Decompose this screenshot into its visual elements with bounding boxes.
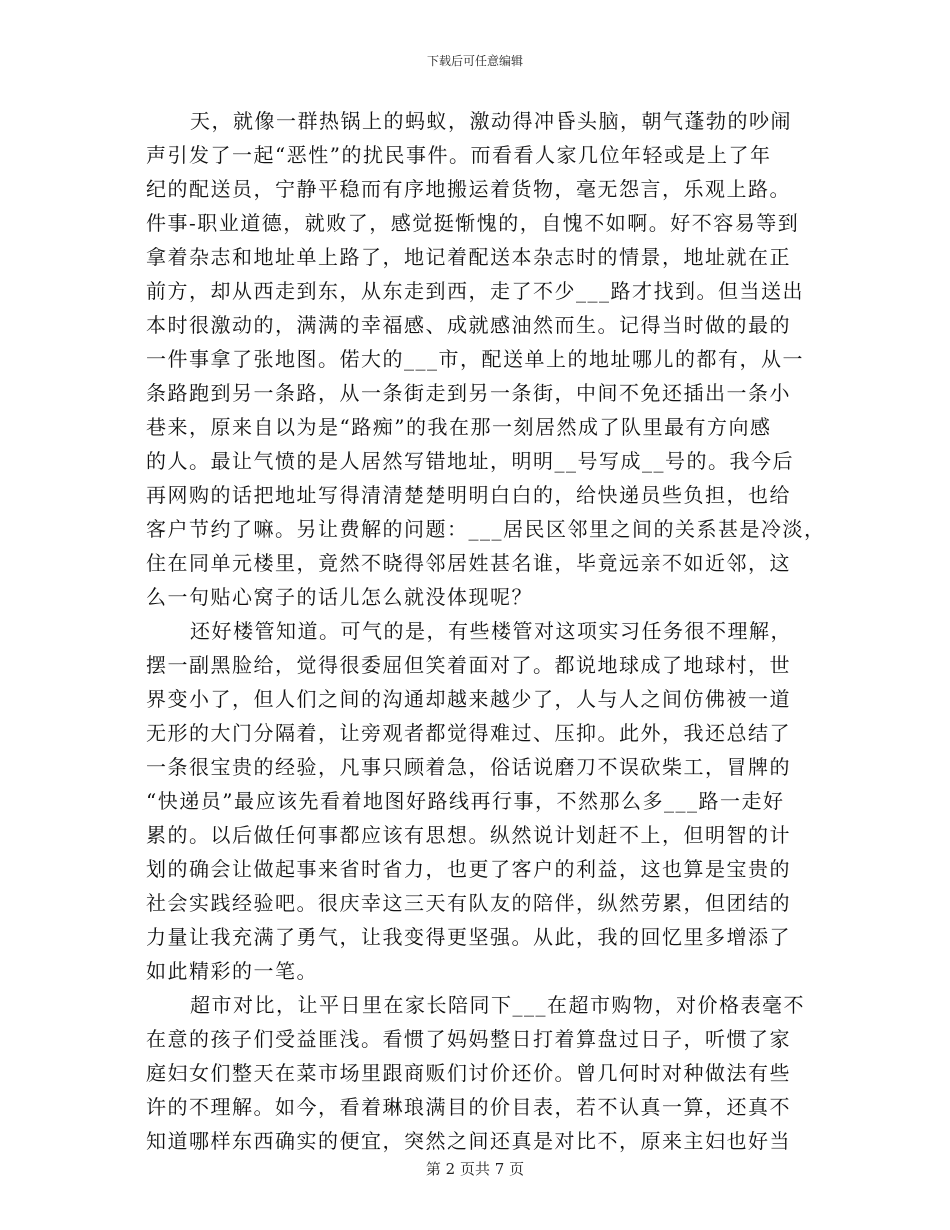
text-line: 巷来，原来自以为是“路痴”的我在那一刻居然成了队里最有方向感 bbox=[146, 415, 772, 439]
text-line: 住在同单元楼里，竟然不晓得邻居姓甚名谁，毕竟远亲不如近邻，这 bbox=[146, 551, 791, 575]
text-line: 许的不理解。如今，看着琳琅满目的价目表，若不认真一算，还真不 bbox=[146, 1095, 791, 1119]
text-line: 摆一副黑脸给，觉得很委屈但笑着面对了。都说地球成了地球村，世 bbox=[146, 653, 791, 677]
text-line: 无形的大门分隔着，让旁观者都觉得难过、压抑。此外，我还总结了 bbox=[146, 721, 791, 745]
text-line: 客户节约了嘛。另让费解的问题：___居民区邻里之间的关系甚是冷淡， bbox=[146, 517, 826, 541]
page-header: 下载后可任意编辑 bbox=[426, 54, 523, 68]
paragraph-3 bbox=[146, 988, 806, 1158]
text-line: 一条很宝贵的经验，凡事只顾着急，俗话说磨刀不误砍柴工，冒牌的 bbox=[146, 755, 791, 779]
text-line: “快递员”最应该先看着地图好路线再行事，不然那么多___路一走好 bbox=[146, 789, 785, 813]
text-line: 庭妇女们整天在菜市场里跟商贩们讨价还价。曾几何时对种做法有些 bbox=[146, 1061, 791, 1085]
text-line: 累的。以后做任何事都应该有思想。纵然说计划赶不上，但明智的计 bbox=[146, 823, 791, 847]
text-line: 拿着杂志和地址单上路了，地记着配送本杂志时的情景，地址就在正 bbox=[146, 245, 791, 269]
text-line: 声引发了一起“恶性”的扰民事件。而看看人家几位年轻或是上了年 bbox=[146, 143, 772, 167]
text-line: 力量让我充满了勇气，让我变得更坚强。从此，我的回忆里多增添了 bbox=[146, 925, 791, 949]
text-line: 天，就像一群热锅上的蚂蚁，激动得冲昏头脑，朝气蓬勃的吵闹 bbox=[190, 109, 792, 133]
paragraph-2 bbox=[146, 614, 806, 988]
text-line: 前方，却从西走到东，从东走到西，走了不少___路才找到。但当送出 bbox=[146, 279, 804, 303]
text-line: 再网购的话把地址写得清清楚楚明明白白的，给快递员些负担，也给 bbox=[146, 483, 791, 507]
text-line: 在意的孩子们受益匪浅。看惯了妈妈整日打着算盘过日子，听惯了家 bbox=[146, 1027, 791, 1051]
text-line: 还好楼管知道。可气的是，有些楼管对这项实习任务很不理解， bbox=[190, 619, 792, 643]
text-line: 件事-职业道德，就败了，感觉挺惭愧的，自愧不如啊。好不容易等到 bbox=[146, 211, 800, 235]
text-line: 么一句贴心窝子的话儿怎么就没体现呢？ bbox=[146, 585, 533, 609]
page-number-footer: 第 2 页共 7 页 bbox=[425, 1160, 525, 1178]
text-line: 如此精彩的一笔。 bbox=[146, 959, 318, 983]
text-line: 条路跑到另一条路，从一条街走到另一条街，中间不免还插出一条小 bbox=[146, 381, 791, 405]
text-line: 划的确会让做起事来省时省力，也更了客户的利益，这也算是宝贵的 bbox=[146, 857, 791, 881]
text-line: 知道哪样东西确实的便宜，突然之间还真是对比不，原来主妇也好当 bbox=[146, 1129, 791, 1153]
text-line: 纪的配送员，宁静平稳而有序地搬运着货物，毫无怨言，乐观上路。 bbox=[146, 177, 791, 201]
text-line: 一件事拿了张地图。偌大的___市，配送单上的地址哪儿的都有，从一 bbox=[146, 347, 804, 371]
paragraph-1 bbox=[146, 104, 826, 614]
text-line: 本时很激动的，满满的幸福感、成就感油然而生。记得当时做的最的 bbox=[146, 313, 791, 337]
text-line: 社会实践经验吧。很庆幸这三天有队友的陪伴，纵然劳累，但团结的 bbox=[146, 891, 791, 915]
document-body bbox=[146, 104, 826, 1158]
text-line: 超市对比，让平日里在家长陪同下___在超市购物，对价格表毫不 bbox=[190, 993, 805, 1017]
text-line: 的人。最让气愤的是人居然写错地址，明明__号写成__号的。我今后 bbox=[146, 449, 794, 473]
text-line: 界变小了，但人们之间的沟通却越来越少了，人与人之间仿佛被一道 bbox=[146, 687, 791, 711]
